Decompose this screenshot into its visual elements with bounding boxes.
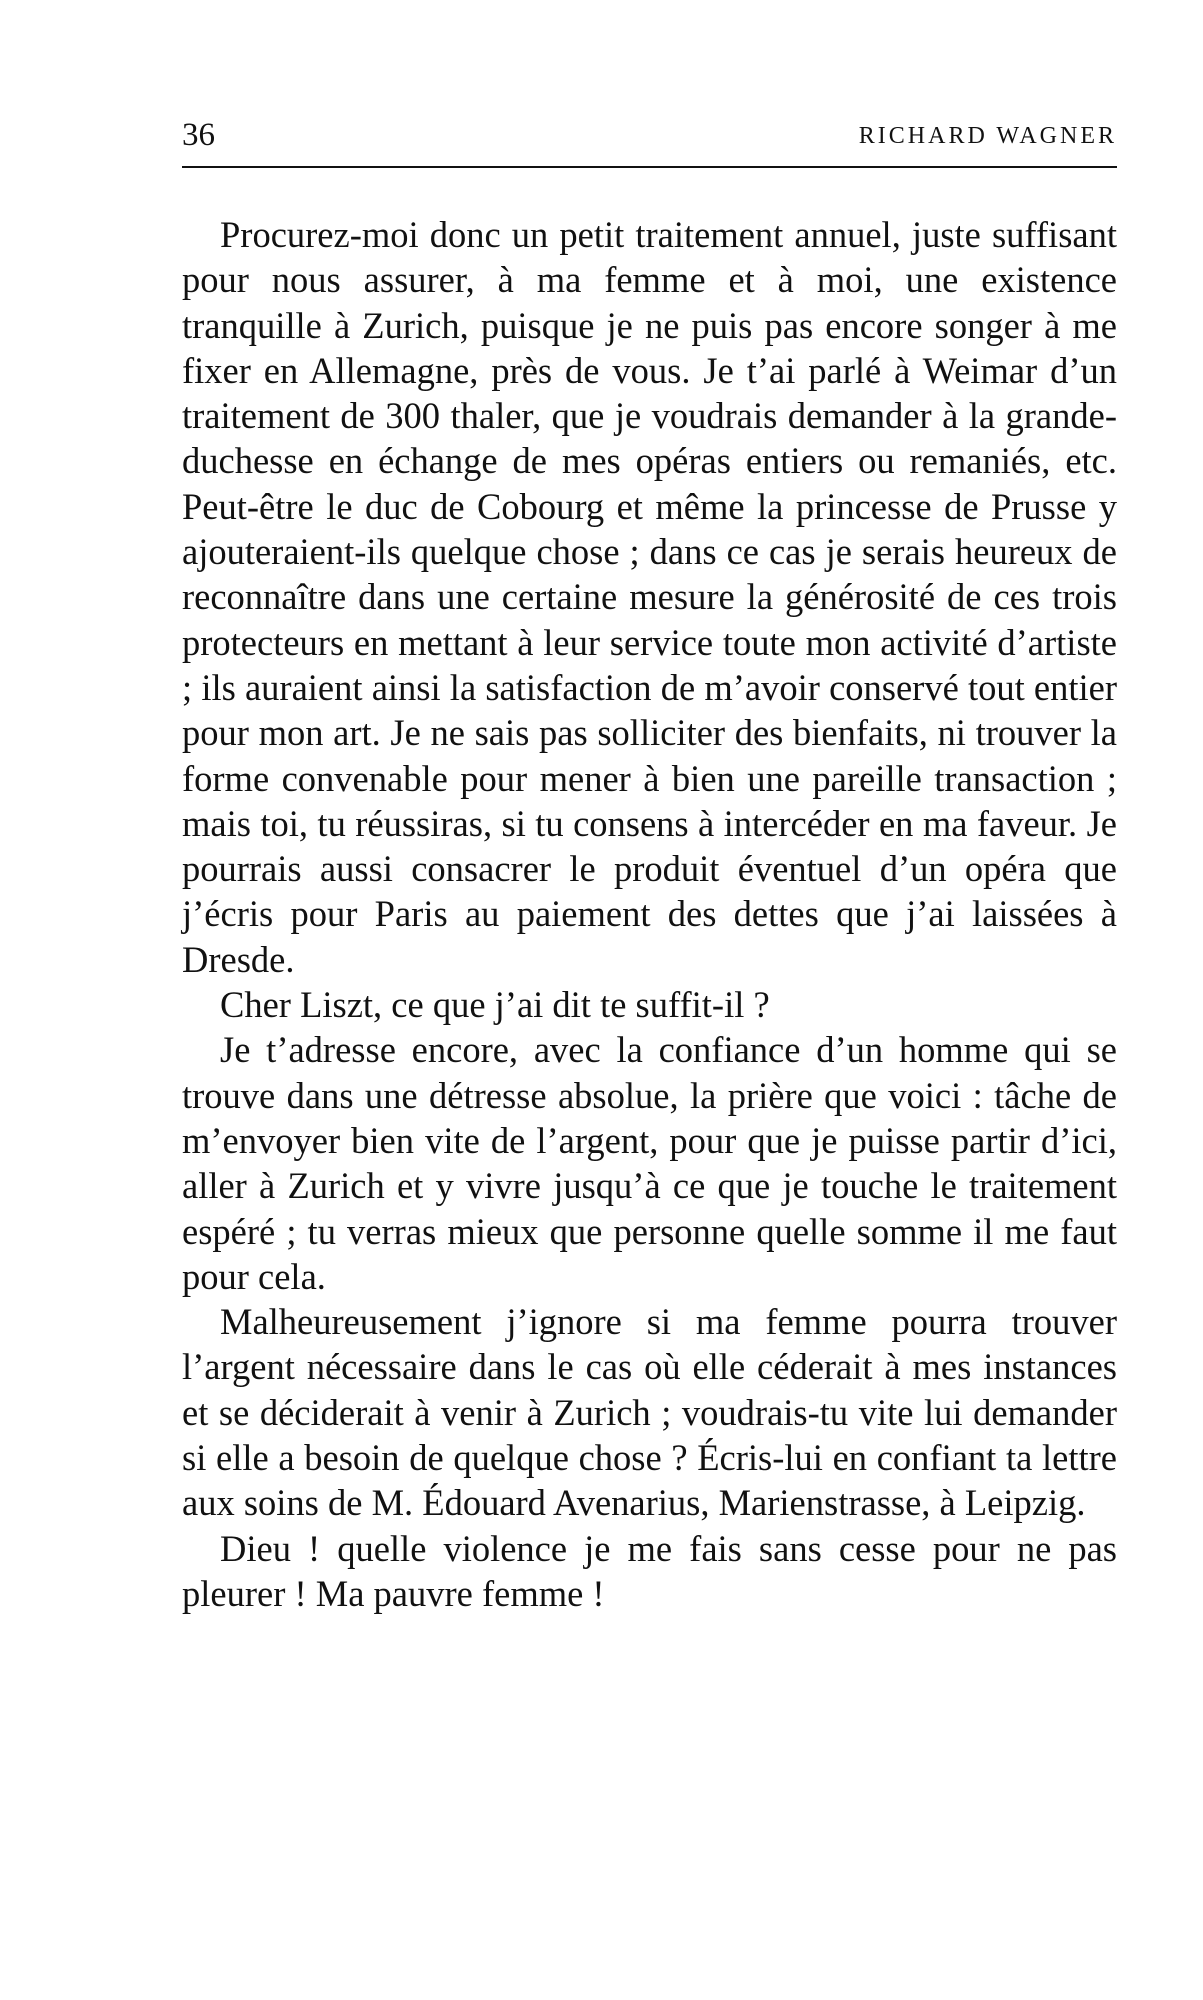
paragraph-1: Procurez-moi donc un petit traitement annuel, juste suffisant pour nous assurer, à ma femme et à moi, une existence tranquille à Zurich, puisque je ne puis pas encore songer à me fixer en Allemagne, près de vous. Je t’ai parlé à Weimar d’un traitement de 300 thaler, que je voudrais demander à la grande-duchesse en échange de mes opéras entiers ou remaniés, etc. Peut-être le duc de Cobourg et même la princesse de Prusse y ajouteraient-ils quelque chose ; dans ce cas je serais heureux de reconnaître dans une certaine mesure la générosité de ces trois protecteurs en mettant à leur service toute mon activité d’artiste ; ils auraient ainsi la satisfaction de m’avoir conservé tout entier pour mon art. Je ne sais pas solliciter des bienfaits, ni trouver la forme convenable pour mener à bien une pareille transaction ; mais toi, tu réussiras, si tu consens à intercéder en ma faveur. Je pourrais aussi consacrer le produit éventuel d’un opéra que j’écris pour Paris au paiement des dettes que j’ai laissées à Dresde. [182, 214, 1117, 980]
header-rule [182, 166, 1117, 168]
paragraph-2: Cher Liszt, ce que j’ai dit te suffit-il ? [220, 984, 770, 1026]
page-number: 36 [182, 117, 215, 153]
paragraph-4: Malheureusement j’ignore si ma femme pourra trouver l’argent nécessaire dans le cas où elle céderait à mes instances et se déciderait à venir à Zurich ; voudrais-tu vite lui demander si elle a besoin de quelque chose ? Écris-lui en confiant ta lettre aux soins de M. Édouard Avenarius, Marienstrasse, à Leipzig. [182, 1301, 1117, 1524]
running-head: RICHARD WAGNER [858, 123, 1117, 149]
letter-body [182, 212, 1117, 1616]
paragraph-5: Dieu ! quelle violence je me fais sans cesse pour ne pas pleurer ! Ma pauvre femme ! [182, 1527, 1117, 1614]
paragraph-3: Je t’adresse encore, avec la confiance d’un homme qui se trouve dans une détresse absolue, la prière que voici : tâche de m’envoyer bien vite de l’argent, pour que je puisse partir d’ici, aller à Zurich et y vivre jusqu’à ce que je touche le traitement espéré ; tu verras mieux que personne quelle somme il me faut pour cela. [182, 1029, 1117, 1297]
page-header [182, 110, 1117, 160]
